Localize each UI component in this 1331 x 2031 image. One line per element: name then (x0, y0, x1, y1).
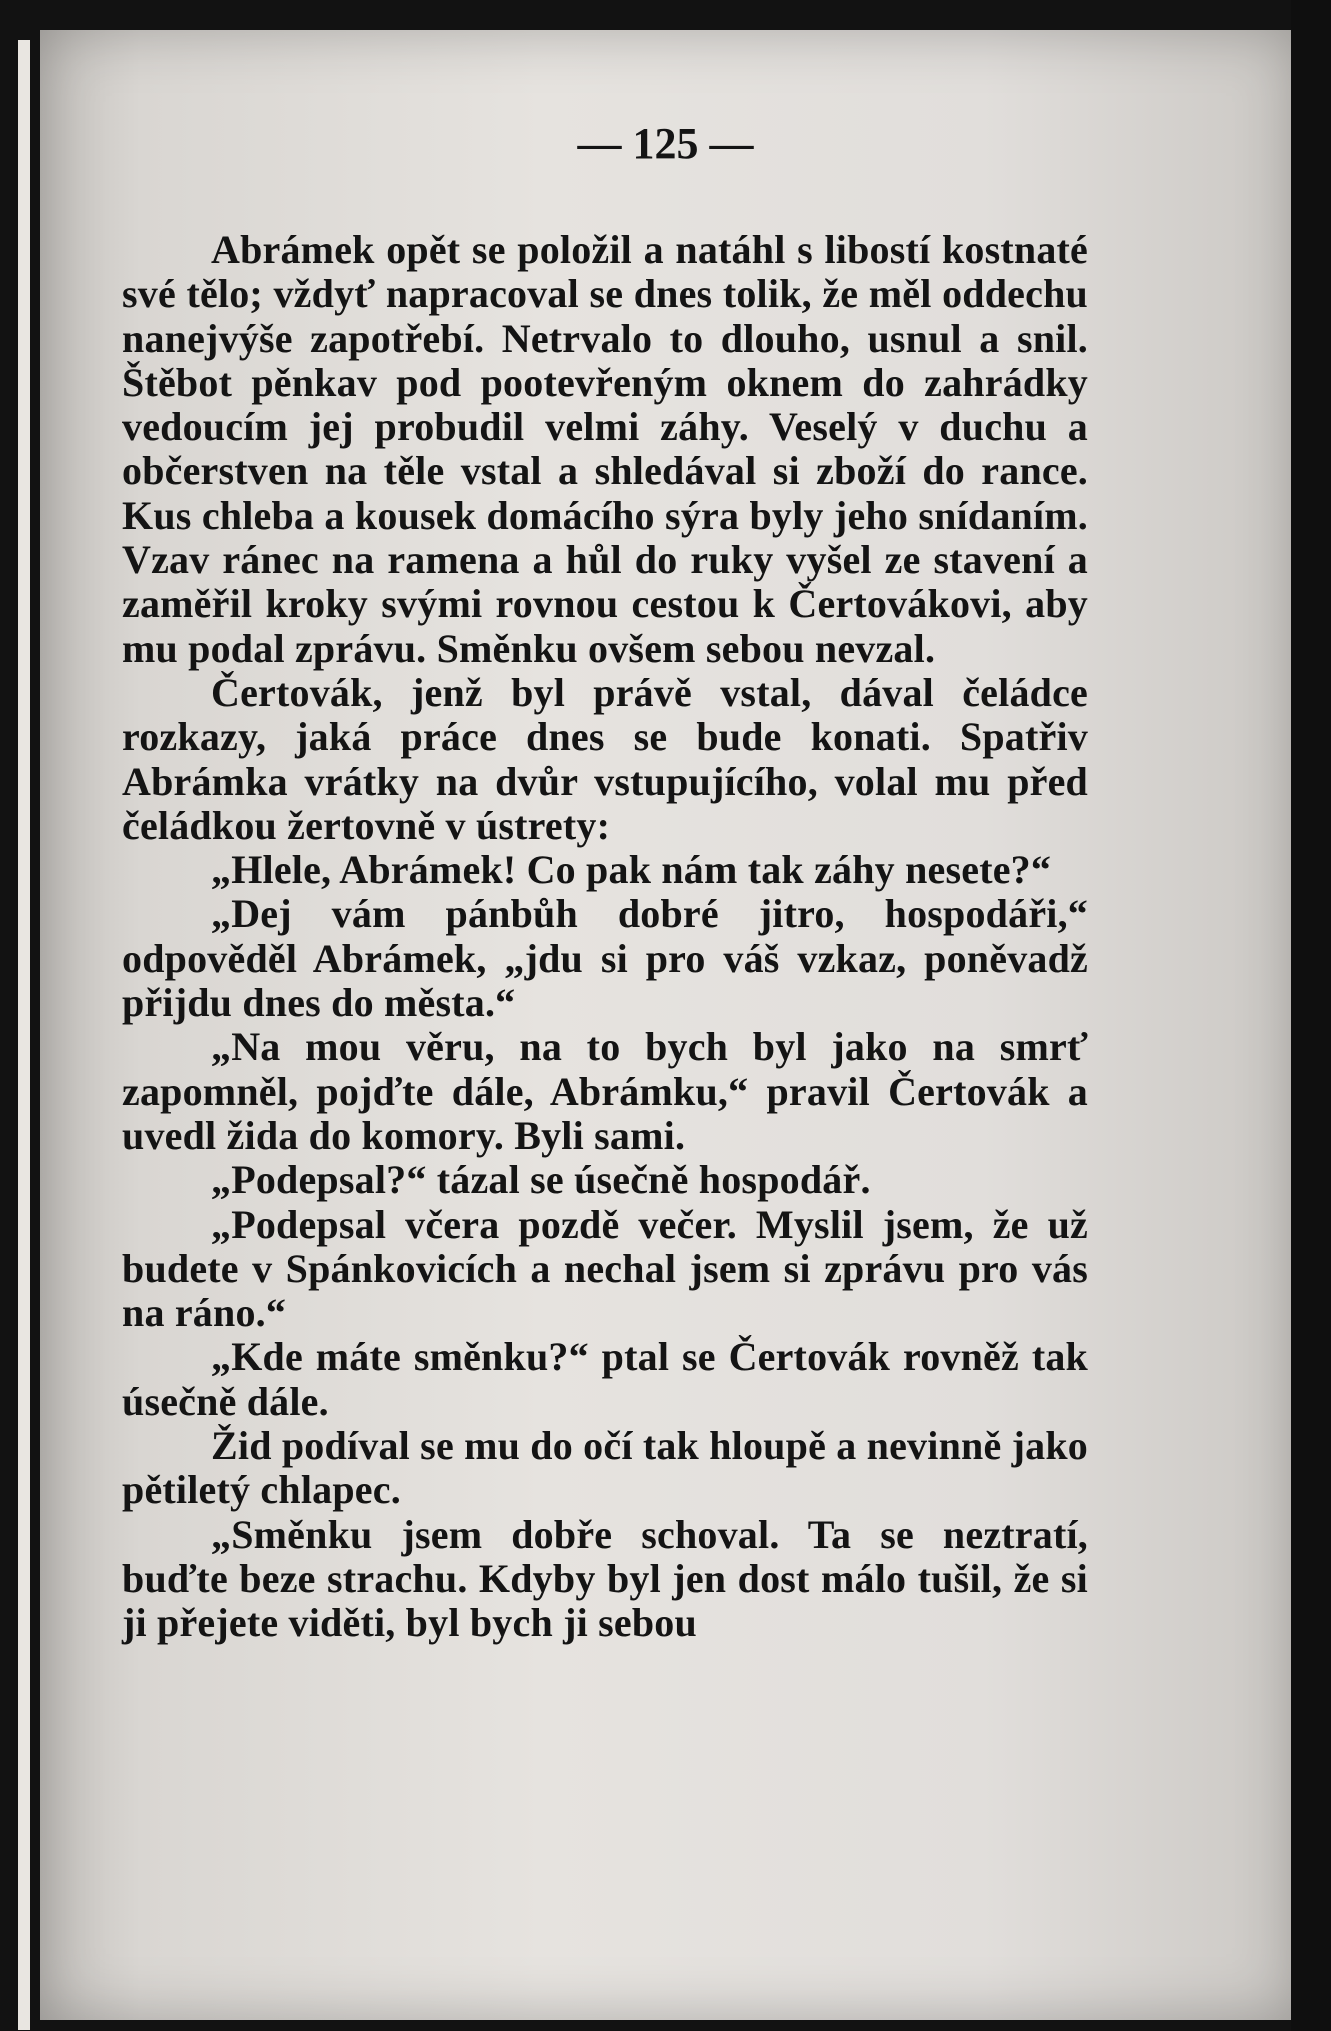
right-scan-edge (1291, 0, 1331, 2031)
paragraph: „Směnku jsem dobře schoval. Ta se neztratí, buďte beze strachu. Kdyby byl jen dost málo tušil, že si ji přejete viděti, byl bych ji sebou (122, 1511, 1088, 1646)
paragraph: „Hlele, Abrámek! Co pak nám tak záhy nesete?“ (211, 847, 1052, 893)
paragraph: „Podepsal?“ tázal se úsečně hospodář. (211, 1157, 871, 1203)
page-body (122, 228, 1088, 1646)
paragraph: „Podepsal včera pozdě večer. Myslil jsem, že už budete v Spánkovicích a nechal jsem si zprávu pro vás na ráno.“ (122, 1201, 1088, 1336)
binding-edge (18, 40, 30, 2030)
paragraph: „Kde máte směnku?“ ptal se Čertovák rovněž tak úsečně dále. (122, 1334, 1088, 1424)
paragraph: Abrámek opět se položil a natáhl s libostí kostnaté své tělo; vždyť napracoval se dnes tolik, že měl oddechu nanejvýše zapotřebí. Netrvalo to dlouho, usnul a snil. Štěbot pěnkav pod pootevřeným oknem do zahrádky vedoucím jej probudil velmi záhy. Veselý v duchu a občerstven na těle vstal a shledával si zboží do rance. Kus chleba a kousek domácího sýra byly jeho snídaním. Vzav ránec na ramena a hůl do ruky vyšel ze stavení a zaměřil kroky svými rovnou cestou k Čertovákovi, aby mu podal zprávu. Směnku ovšem sebou nevzal. (122, 227, 1088, 671)
page-number: — 125 — (577, 119, 754, 168)
paragraph: Žid podíval se mu do očí tak hloupě a nevinně jako pětiletý chlapec. (122, 1423, 1088, 1513)
paragraph: „Na mou věru, na to bych byl jako na smrť zapomněl, pojďte dále, Abrámku,“ pravil Čertovák a uvedl žida do komory. Byli sami. (122, 1024, 1088, 1158)
paragraph: Čertovák, jenž byl právě vstal, dával čeládce rozkazy, jaká práce dnes se bude konati. Spatřiv Abrámka vrátky na dvůr vstupujícího, volal mu před čeládkou žertovně v ústrety: (122, 669, 1088, 848)
paragraph: „Dej vám pánbůh dobré jitro, hospodáři,“ odpověděl Abrámek, „jdu si pro váš vzkaz, poněvadž přijdu dnes do města.“ (122, 891, 1088, 1026)
